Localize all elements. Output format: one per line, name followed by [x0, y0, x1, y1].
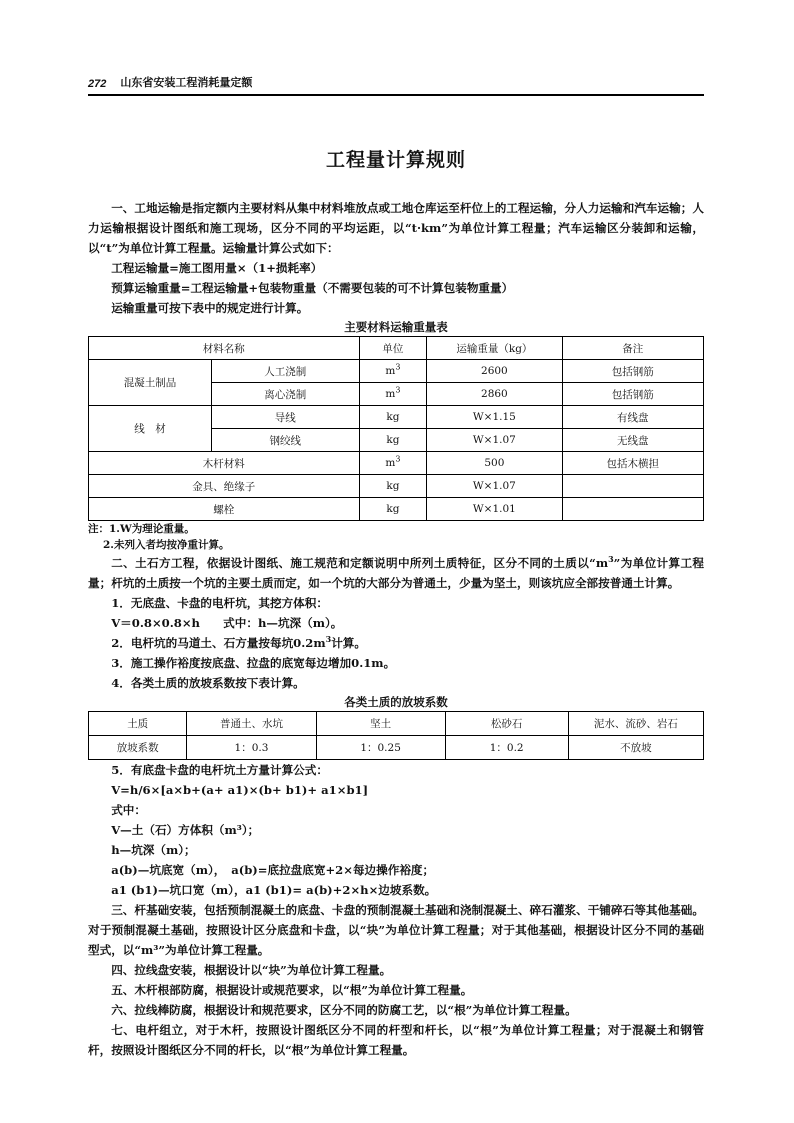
material-weight-table [88, 336, 704, 521]
item-1: 1．无底盘、卡盘的电杆坑，其挖方体积： [111, 596, 328, 610]
table-header-cell: 普通土、水坑 [187, 712, 316, 736]
cell: kg [359, 498, 427, 521]
table-row [89, 736, 704, 760]
paragraph-1: 一、工地运输是指定额内主要材料从集中材料堆放点或工地仓库运至杆位上的工程运输，分人力运输和汽车运输；人力运输根据设计图纸和施工现场，区分不同的平均运距，以“t·km”为单位计算工程量；汽车运输区分装卸和运输，以“t”为单位计算工程量。运输量计算公式如下： [88, 201, 704, 255]
page-title: 工程量计算规则 [325, 149, 466, 171]
item-2: 2．电杆坑的马道土、石方量按每坑$0.2m^3$计算。 [111, 634, 366, 650]
table-header-cell: 松砂石 [445, 712, 568, 736]
table-header-cell: 单位 [359, 337, 427, 360]
formula-3: 运输重量可按下表中的规定进行计算。 [111, 301, 309, 315]
formula-1: 工程运输量=施工图用量×（1+损耗率） [111, 261, 323, 275]
cell: 500 [427, 452, 562, 475]
cell: $m^3$ [359, 360, 427, 383]
paragraph-2: 二、土石方工程，依据设计图纸、施工规范和定额说明中所列土质特征，区分不同的土质以“$m^3$”为单位计算工程量；杆坑的土质按一个坑的主要土质而定，如一个坑的大部分为普通土，少量为坚土，则该坑应全部按普通土计算。 [88, 554, 704, 590]
table-row [89, 475, 704, 498]
slope-coefficient-table [88, 711, 704, 760]
cell: 不放坡 [568, 736, 703, 760]
paragraph-5: 五、木杆根部防腐，根据设计或规范要求，以“根”为单位计算工程量。 [111, 983, 473, 997]
cell: kg [359, 475, 427, 498]
item-5-a1: a1 (b1)—坑口宽（m），a1 (b1)= a(b)+2×h×边坡系数。 [111, 883, 437, 897]
item-4: 4．各类土质的放坡系数按下表计算。 [111, 676, 305, 690]
page-number: 272 [88, 78, 107, 90]
cell: 1：0.25 [316, 736, 445, 760]
cell: W×1.07 [427, 475, 562, 498]
group-cell: 线 材 [89, 406, 212, 452]
cell: 导线 [212, 406, 360, 429]
cell: 木杆材料 [89, 452, 360, 475]
item-5: 5．有底盘卡盘的电杆坑土方量计算公式： [111, 763, 328, 777]
table-header-cell: 泥水、流砂、岩石 [568, 712, 703, 736]
paragraph-4: 四、拉线盘安装，根据设计以“块”为单位计算工程量。 [111, 963, 392, 977]
table-row [89, 406, 704, 429]
cell: 离心浇制 [212, 383, 360, 406]
cell: 螺栓 [89, 498, 360, 521]
table2-caption: 各类土质的放坡系数 [344, 695, 448, 709]
cell: 包括钢筋 [562, 360, 703, 383]
cell [562, 475, 703, 498]
paragraph-3: 三、杆基础安装，包括预制混凝土的底盘、卡盘的预制混凝土基础和浇制混凝土、碎石灌浆、干铺碎石等其他基础。对于预制混凝土基础，按照设计区分底盘和卡盘，以“块”为单位计算工程量；对于其他基础，根据设计区分不同的基础型式，以“m³”为单位计算工程量。 [88, 903, 704, 957]
cell: kg [359, 429, 427, 452]
running-head [88, 70, 704, 90]
cell: 钢绞线 [212, 429, 360, 452]
cell: 金具、绝缘子 [89, 475, 360, 498]
cell: 1：0.3 [187, 736, 316, 760]
cell: 人工浇制 [212, 360, 360, 383]
table-row [89, 498, 704, 521]
cell: $m^3$ [359, 383, 427, 406]
table-header-cell: 土质 [89, 712, 187, 736]
table-row [89, 452, 704, 475]
formula-2: 预算运输重量=工程运输量+包装物重量（不需要包装的可不计算包装物重量） [111, 281, 514, 295]
cell: 包括钢筋 [562, 383, 703, 406]
table-row [89, 360, 704, 383]
cell: 1：0.2 [445, 736, 568, 760]
table-note-2: 2.未列入者均按净重计算。 [103, 539, 230, 551]
paragraph-6: 六、拉线棒防腐，根据设计和规范要求，区分不同的防腐工艺，以“根”为单位计算工程量。 [111, 1003, 577, 1017]
cell: W×1.07 [427, 429, 562, 452]
item-3: 3．施工操作裕度按底盘、拉盘的底宽每边增加0.1m。 [111, 656, 396, 670]
item-5-ab: a(b)—坑底宽（m）， a(b)=底拉盘底宽+2×每边操作裕度； [111, 863, 435, 877]
cell: 包括木横担 [562, 452, 703, 475]
table-header-row [89, 712, 704, 736]
book-title: 山东省安装工程消耗量定额 [120, 76, 253, 89]
paragraph-7: 七、电杆组立，对于木杆，按照设计图纸区分不同的杆型和杆长，以“根”为单位计算工程量；对于混凝土和钢管杆，按照设计图纸区分不同的杆长，以“根”为单位计算工程量。 [88, 1023, 704, 1057]
page [88, 70, 704, 1060]
cell: 放坡系数 [89, 736, 187, 760]
cell: 有线盘 [562, 406, 703, 429]
table1-caption: 主要材料运输重量表 [344, 320, 448, 334]
cell [562, 498, 703, 521]
item-5-where: 式中： [111, 803, 146, 817]
table-header-cell: 运输重量（kg） [427, 337, 562, 360]
cell: kg [359, 406, 427, 429]
group-cell: 混凝土制品 [89, 360, 212, 406]
table-header-row [89, 337, 704, 360]
cell: W×1.01 [427, 498, 562, 521]
cell: 2600 [427, 360, 562, 383]
item-5-v: V—土（石）方体积（m³）； [111, 823, 260, 837]
header-rule [88, 94, 704, 96]
cell: 无线盘 [562, 429, 703, 452]
table-header-cell: 备注 [562, 337, 703, 360]
table-header-cell: 材料名称 [89, 337, 360, 360]
table-header-cell: 坚土 [316, 712, 445, 736]
item-5-formula: V=h/6×[a×b+(a+ a1)×(b+ b1)+ a1×b1] [111, 783, 369, 797]
cell: $m^3$ [359, 452, 427, 475]
cell: 2860 [427, 383, 562, 406]
table-note-1: 注：1.W为理论重量。 [88, 523, 195, 535]
cell: W×1.15 [427, 406, 562, 429]
item-1-formula: V＝0.8×0.8×h 式中：h—坑深（m）。 [111, 616, 343, 630]
item-5-h: h—坑深（m）； [111, 843, 196, 857]
